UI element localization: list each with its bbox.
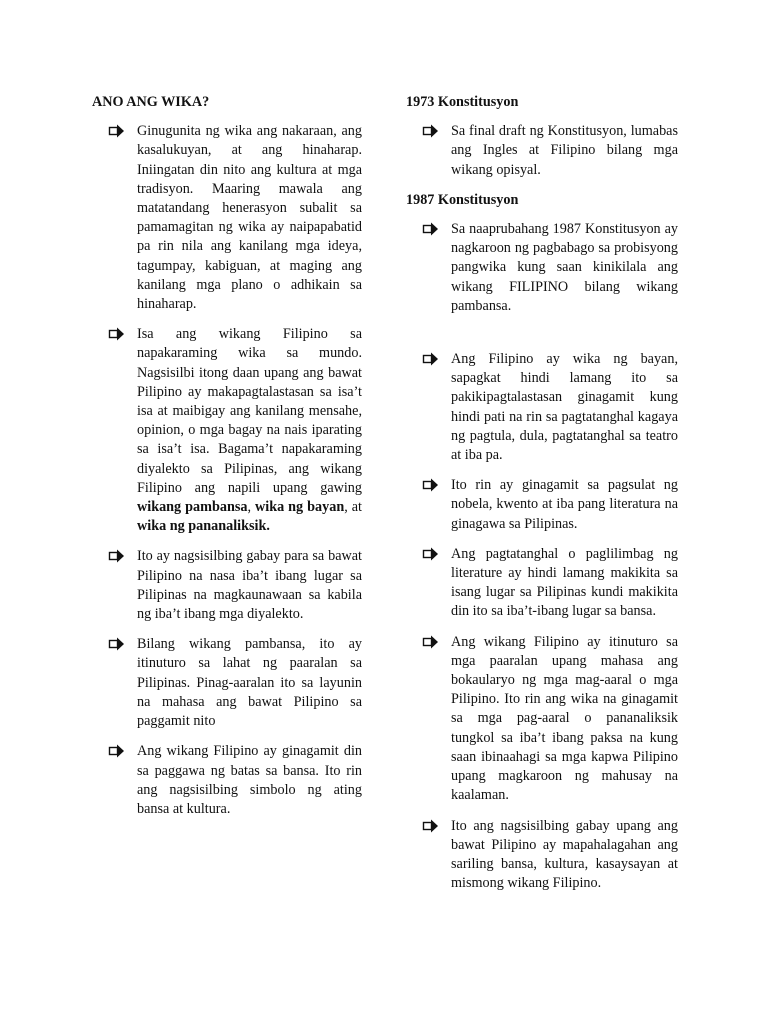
bold-term: wikang pambansa <box>137 499 248 516</box>
bullet-text: Ito rin ay ginagamit sa pagsulat ng nobela, kwento at iba pang literatura na ginagawa sa Pilipinas. <box>451 477 678 532</box>
bullet-list <box>406 350 678 893</box>
bullet-text: Ito ang nagsisilbing gabay upang ang bawat Pilipino ay mapahalagahan ang sariling bansa, kultura, kasaysayan at mismong wikang Filipino. <box>451 817 678 892</box>
list-item <box>92 742 362 819</box>
section-heading-1987-konstitusyon: 1987 Konstitusyon <box>406 191 519 208</box>
list-item <box>406 817 678 894</box>
arrow-right-icon <box>422 222 439 236</box>
bullet-list <box>406 220 678 316</box>
list-item <box>406 633 678 806</box>
arrow-right-icon <box>422 635 439 649</box>
list-item <box>92 325 362 536</box>
bullet-text: Sa final draft ng Konstitusyon, lumabas ang Ingles at Filipino bilang mga wikang opisyal. <box>451 123 678 178</box>
arrow-right-icon <box>422 352 439 366</box>
list-item <box>92 547 362 624</box>
arrow-right-icon <box>422 478 439 492</box>
bullet-text: Isa ang wikang Filipino sa napakaraming wika sa mundo. Nagsisilbi itong daan upang ang bawat Pilipino ay makapagtalastasan sa isa’t isa at maibigay ang kanilang mensahe, opinion, o mga bagay na nais iparating sa isa’t isa. Bagama’t napakaraming diyalekto sa Pilipinas, ang wikang Filipino ang napili upang gawing wikang pambansa, wika ng bayan, at wika ng pananaliksik. <box>137 326 363 535</box>
list-item <box>406 122 678 180</box>
arrow-right-icon <box>108 637 125 651</box>
bullet-text: Ang pagtatanghal o paglilimbag ng literature ay hindi lamang makikita sa isang lugar sa Pilipinas kundi makikita din ito sa iba’t-ibang lugar sa bansa. <box>451 545 678 620</box>
list-item <box>406 545 678 622</box>
bullet-text: Ginugunita ng wika ang nakaraan, ang kasalukuyan, at ang hinaharap. Iniingatan din nito ang kultura at mga tradisyon. Maaring mawala ang matatandang henerasyon subalit sa pamamagitan ng wika ay naipapabatid pa rin nila ang kanilang mga ideya, tagumpay, kabiguan, at maging ang kanilang mga plano o adhikain sa hinaharap. <box>137 123 362 313</box>
bullet-text: Ang Filipino ay wika ng bayan, sapagkat hindi lamang ito sa pakikipagtalastasan ginagamit kung hindi pati na rin sa pagtatanghal kagaya ng pagtula, dula, pagtatanghal sa teatro at iba pa. <box>451 351 678 464</box>
section-heading-ano-ang-wika: ANO ANG WIKA? <box>92 94 210 110</box>
list-item <box>406 220 678 316</box>
bold-term: wika ng pananaliksik. <box>137 518 270 535</box>
list-item <box>406 350 678 465</box>
bold-term: wika ng bayan <box>255 499 345 516</box>
arrow-right-icon <box>422 124 439 138</box>
arrow-right-icon <box>108 124 125 138</box>
bullet-text: Ito ay nagsisilbing gabay para sa bawat Pilipino na nasa iba’t ibang lugar sa Pilipinas na magkaunawaan sa kabila ng iba’t ibang mga diyalekto. <box>137 548 362 623</box>
bullet-text: Ang wikang Filipino ay itinuturo sa mga paaralan upang mahasa ang bokaularyo ng mga mag-aaral o mga Pilipino. Ito rin ang wika na ginagamit sa mga pag-aaral o pananaliksik tungkol sa iba’t ibang paksa na kung saan ibinaahagi sa mga kapwa Pilipino upang magkaroon ng mahusay na kaalaman. <box>451 633 678 804</box>
list-item <box>92 122 362 314</box>
left-column <box>92 93 362 830</box>
list-item <box>406 476 678 534</box>
arrow-right-icon <box>108 549 125 563</box>
bullet-list <box>92 122 362 819</box>
bullet-text: Sa naaprubahang 1987 Konstitusyon ay nagkaroon ng pagbabago sa probisyong pangwika kung saan kinikilala ang wikang FILIPINO bilang wikang pambansa. <box>451 221 678 314</box>
bullet-text: Bilang wikang pambansa, ito ay itinuturo sa lahat ng paaralan sa Pilipinas. Pinag-aaralan ito sa layunin na mahasa ang bawat Pilipino sa paggamit nito <box>137 636 362 730</box>
bullet-text: Ang wikang Filipino ay ginagamit din sa paggawa ng batas sa bansa. Ito rin ang nagsisilbing simbolo ng ating bansa at kultura. <box>137 743 362 817</box>
arrow-right-icon <box>108 327 125 341</box>
right-column <box>406 93 678 904</box>
arrow-right-icon <box>422 819 439 833</box>
section-heading-1973-konstitusyon: 1973 Konstitusyon <box>406 94 519 110</box>
arrow-right-icon <box>108 744 125 758</box>
arrow-right-icon <box>422 547 439 561</box>
bullet-list <box>406 122 678 180</box>
list-item <box>92 635 362 731</box>
